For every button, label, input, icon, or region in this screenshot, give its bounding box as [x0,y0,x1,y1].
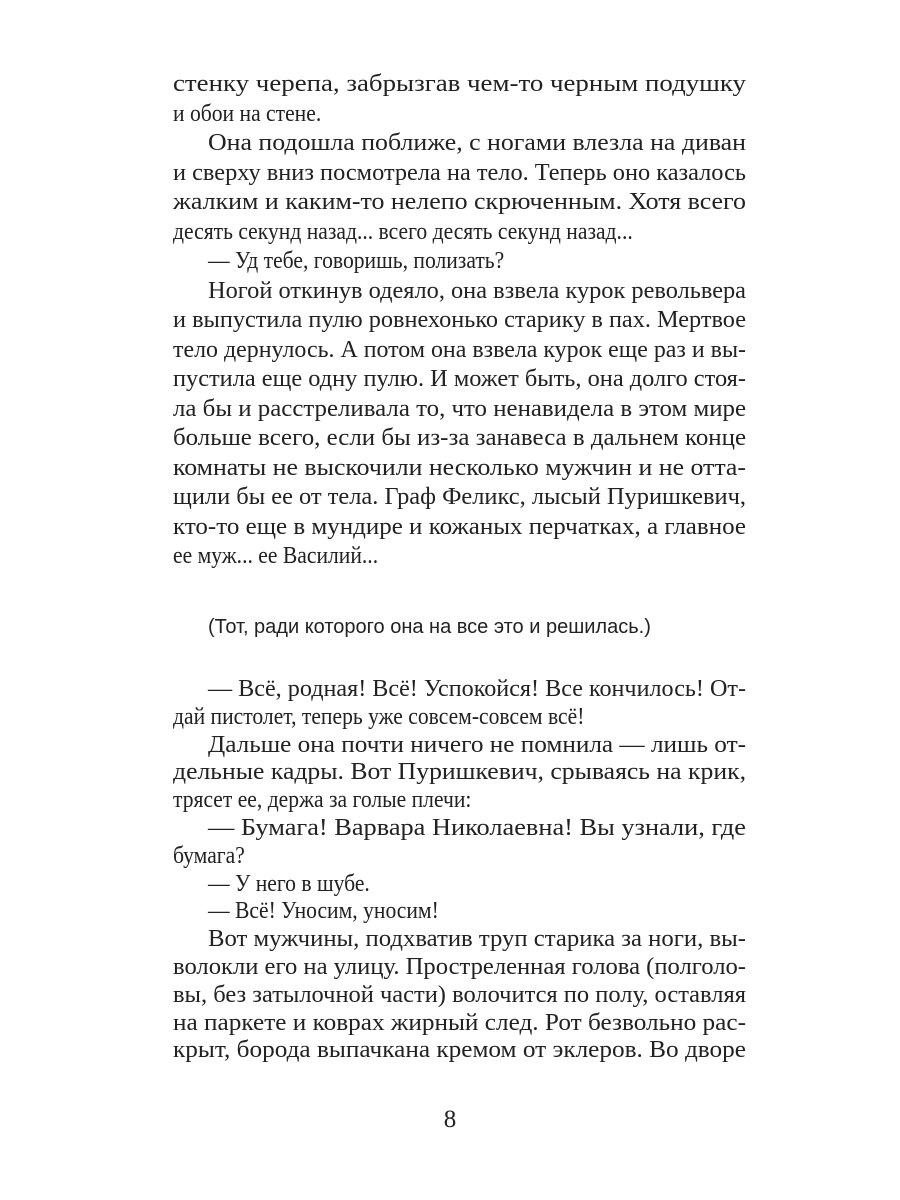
text-line-content: Она подошла поближе, с ногами влезла на диван [208,130,746,156]
text-line [173,100,746,130]
text-line-content: пустила еще одну пулю. И может быть, она долго стоя- [173,366,746,392]
parenthetical-note: (Тот, ради которого она на все это и решилась.) [208,616,651,638]
text-line-content: — Уд тебе, говоришь, полизать? [208,248,505,274]
text-line [173,843,746,871]
text-line [173,871,746,899]
text-line [173,365,746,395]
text-line-content: Дальше она почти ничего не помнила — лишь от- [208,731,746,758]
text-line-content: ее муж... ее Василий... [173,543,379,569]
text-line-content: тело дернулось. А потом она взвела курок еще раз и вы- [173,336,746,363]
text-line-content: стенку черепа, забрызгав чем-то черным подушку [173,71,746,97]
text-line [173,759,746,787]
text-line [173,424,746,454]
text-line [173,898,746,926]
text-line [173,1037,746,1065]
text-line-content: дельные кадры. Вот Пуришкевич, срываясь на крик, [173,759,746,786]
text-line-content: жалким и каким-то нелепо скрюченным. Хотя всего [173,189,746,215]
text-line-content: Вот мужчины, подхватив труп старика за ноги, вы- [208,926,746,953]
text-line-content: ла бы и расстреливала то, что ненавидела в этом мире [173,395,746,422]
text-line [173,247,746,277]
text-line [173,732,746,760]
page-number: 8 [443,1106,457,1133]
text-line-content: трясет ее, держа за голые плечи: [173,787,472,814]
text-line-content: десять секунд назад... всего десять секунд назад... [173,218,633,245]
text-line [173,982,746,1010]
text-line-content: на паркете и коврах жирный след. Рот безвольно рас- [173,1009,746,1036]
text-line [173,787,746,815]
text-line-content: щили бы ее от тела. Граф Феликс, лысый Пуришкевич, [173,484,746,510]
text-line-content: Ногой откинув одеяло, она взвела курок револьвера [208,277,746,304]
text-line [173,926,746,954]
text-line [173,129,746,159]
text-line-content: больше всего, если бы из-за занавеса в дальнем конце [173,425,746,451]
text-line-content: крыт, борода выпачкана кремом от эклеров. Во дворе [173,1037,746,1064]
text-line [173,277,746,307]
text-line-content: дай пистолет, теперь уже совсем-совсем всё! [173,703,585,730]
text-block-1 [173,70,746,572]
text-line [173,395,746,425]
text-line-content: бумага? [173,842,245,869]
text-line [173,513,746,543]
text-line [173,218,746,248]
text-line-content: — У него в шубе. [208,870,370,897]
text-line [173,676,746,704]
text-line [173,954,746,982]
text-line-content: и обои на стене. [173,100,322,127]
text-line [173,704,746,732]
text-line-content: кто-то еще в мундире и кожаных перчатках, а главное [173,513,746,540]
text-line [173,454,746,484]
text-line [173,1010,746,1038]
text-line [173,70,746,100]
text-line-content: и сверху вниз посмотрела на тело. Теперь оно казалось [173,159,746,186]
text-line-content: вы, без затылочной части) волочится по полу, оставляя [173,981,746,1008]
text-line [173,188,746,218]
text-line-content: волокли его на улицу. Простреленная голова (полголо- [173,953,746,980]
text-line [173,483,746,513]
text-line-content: комнаты не выскочили несколько мужчин и не отта- [173,454,746,481]
text-line [173,336,746,366]
text-line [173,159,746,189]
text-line [173,306,746,336]
text-line [173,815,746,843]
text-line-content: — Всё! Уносим, уносим! [208,898,439,925]
text-line-content: и выпустила пулю ровнехонько старику в пах. Мертвое [173,307,746,333]
text-line-content: — Всё, родная! Всё! Успокойся! Все кончилось! От- [208,676,746,702]
text-block-2 [173,676,746,1065]
text-line [173,542,746,572]
text-line-content: — Бумага! Варвара Николаевна! Вы узнали, где [208,814,746,841]
